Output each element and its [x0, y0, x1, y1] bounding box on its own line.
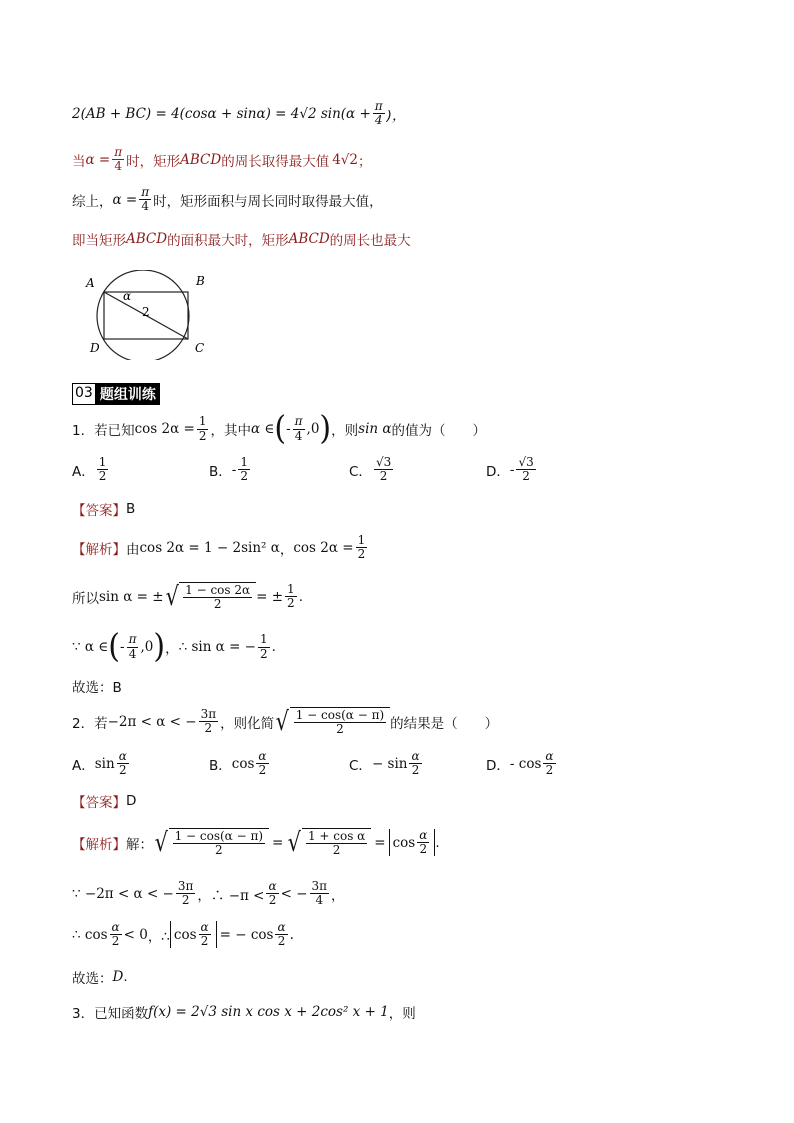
q1-analysis-2: 所以 sin α = ± √ $\frac{1 - \cos 2\alpha}{2}$ = ± $\frac{1}{2}$ . — [72, 581, 303, 612]
pi-over-4-fraction: $\frac{\pi}{4}$ — [374, 99, 383, 128]
sqrt-expression: √ $\frac{1 - \cos 2\alpha}{2}$ — [164, 582, 257, 611]
q2-option-a[interactable]: A． sin $\frac{\alpha}{2}$ — [72, 749, 127, 778]
q2-option-d[interactable]: D． - cos $\frac{\alpha}{2}$ — [486, 749, 554, 778]
q2-analysis-2: ∵ −2π < α < − $\frac{3\pi}{2}$ ，∴ −π < $\frac{\alpha}{2}$ < − $\frac{3\pi}{4}$ ， — [72, 879, 345, 908]
summary-line: 即当矩形 ABCD 的面积最大时，矩形 ABCD 的周长也最大 — [72, 231, 411, 249]
perimeter-formula-line: 2(AB + BC) = 4(cosα + sinα) = 4√2 sin(α + $\frac{\pi}{4}$ )， — [72, 99, 406, 128]
perimeter-formula: 2(AB + BC) = 4(cosα + sinα) = 4√2 sin(α + — [72, 105, 371, 122]
q1-option-c[interactable]: C． $\frac{√3}{2}$ — [349, 455, 392, 484]
conclusion-line: 综上， α = $\frac{\pi}{4}$ 时，矩形面积与周长同时取得最大值， — [72, 185, 383, 214]
q2-analysis-1: 【解析】 解： √ $\frac{1 - \cos(\alpha - \pi)}{2}$ = √ $\frac{\text{1 + cos α}}{2}$ = cos $\frac{\alpha}{2}$ . — [72, 827, 440, 858]
q1-option-b[interactable]: B． - $\frac{1}{2}$ — [209, 455, 248, 484]
label-alpha: α — [123, 289, 132, 303]
label-two: 2 — [142, 305, 150, 319]
label-c: C — [195, 341, 205, 355]
label-a: A — [86, 276, 95, 290]
section-number: 03 — [72, 383, 96, 405]
section-header — [72, 383, 160, 405]
q1-stem: 1．若已知 cos 2α = $\frac{1}{2}$ ，其中 α ∈ ( - $\frac{\pi}{4}$ ,0 ) ，则 sin α 的值为（ ） — [72, 409, 486, 448]
label-b: B — [196, 274, 205, 288]
q2-choose: 故选： D . — [72, 969, 128, 987]
q2-answer: 【答案】 D — [72, 793, 137, 811]
q1-analysis-3: ∵ α ∈ ( - $\frac{\pi}{4}$ ,0 ) ， ∴ sin α = − $\frac{1}{2}$ . — [72, 627, 276, 666]
q2-option-b[interactable]: B． cos $\frac{\alpha}{2}$ — [209, 749, 267, 778]
q2-analysis-3: ∴ cos $\frac{\alpha}{2}$ < 0 ，∴ cos $\frac{\alpha}{2}$ = − cos $\frac{\alpha}{2}$ . — [72, 920, 294, 949]
section-title: 题组训练 — [96, 383, 160, 405]
q3-stem: 3．已知函数 f(x) = 2√3 sin x cos x + 2cos² x + 1 ，则 — [72, 1004, 416, 1022]
pi-over-4-fraction: $\frac{\pi}{4}$ — [141, 185, 150, 214]
q2-stem: 2．若 −2π < α < − $\frac{3\pi}{2}$ ，则化简 √ $\frac{1 - \cos(\alpha - \pi)}{2}$ 的结果是（ ） — [72, 706, 499, 737]
inscribed-rectangle-figure — [84, 270, 224, 360]
q1-choose: 故选：B — [72, 680, 122, 696]
q1-option-a[interactable]: A． $\frac{1}{2}$ — [72, 455, 107, 484]
max-perimeter-line: 当 α = $\frac{\pi}{4}$ 时，矩形 ABCD 的周长取得最大值 4√2 ； — [72, 145, 372, 174]
q1-option-d[interactable]: D． - $\frac{√3}{2}$ — [486, 455, 534, 484]
pi-over-4-fraction: $\frac{\pi}{4}$ — [114, 145, 123, 174]
q2-option-c[interactable]: C． − sin $\frac{\alpha}{2}$ — [349, 749, 420, 778]
q1-analysis-1: 【解析】 由 cos 2α = 1 − 2sin² α ， cos 2α = $\frac{1}{2}$ — [72, 533, 366, 562]
label-d: D — [90, 341, 100, 355]
q1-answer: 【答案】 B — [72, 501, 136, 519]
